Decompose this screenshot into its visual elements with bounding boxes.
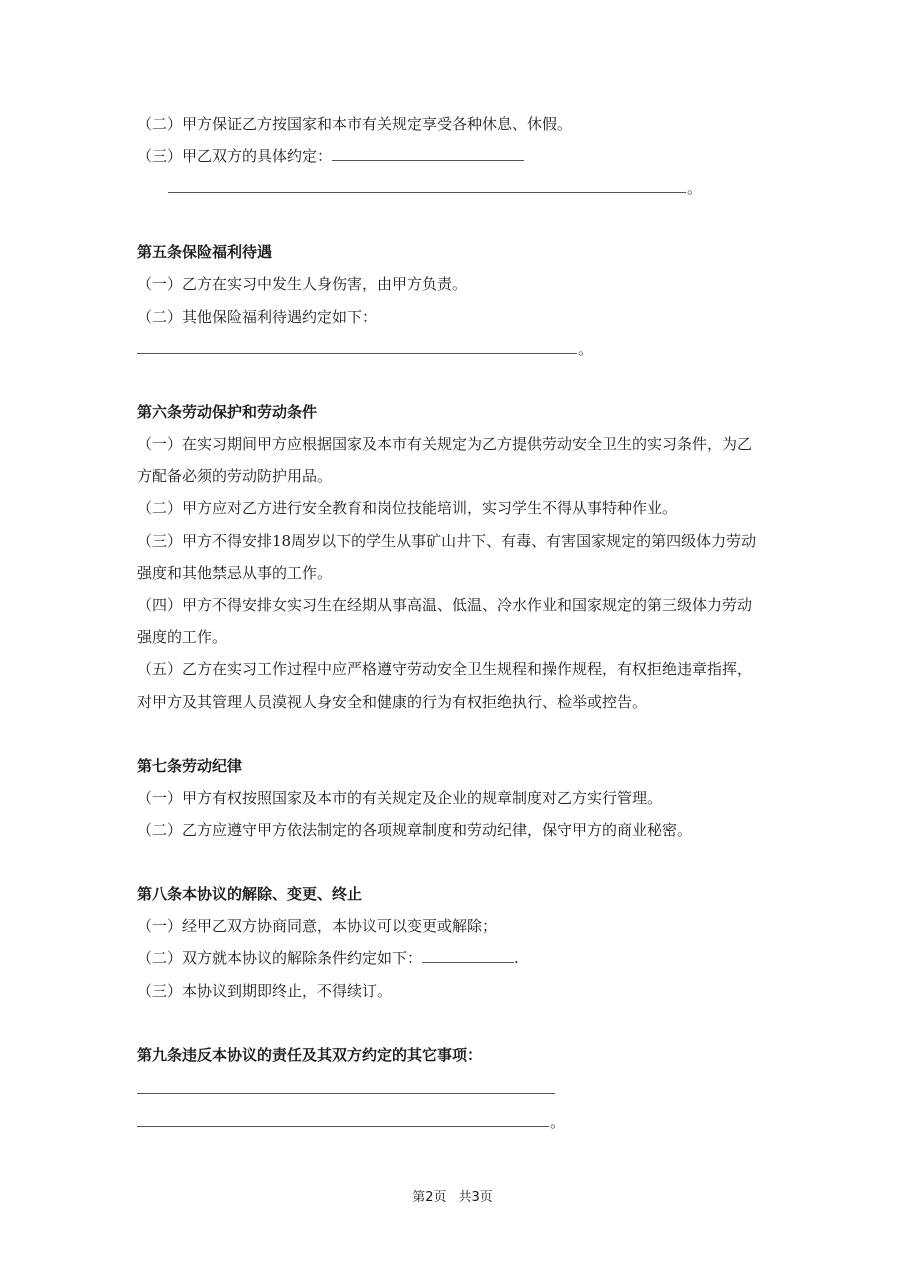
section7-item2: （二）乙方应遵守甲方依法制定的各项规章制度和劳动纪律，保守甲方的商业秘密。 [137,821,693,839]
section4-item2: （二）甲方保证乙方按国家和本市有关规定享受各种休息、休假。 [137,115,573,133]
section6-item3-line1: （三）甲方不得安排18周岁以下的学生从事矿山井下、有毒、有害国家规定的第四级体力劳动 [137,532,757,550]
section6-item5-line2: 对甲方及其管理人员漠视人身安全和健康的行为有权拒绝执行、检举或控告。 [137,693,648,711]
fill-blank-line [137,353,577,354]
section6-item4-line1: （四）甲方不得安排女实习生在经期从事高温、低温、冷水作业和国家规定的第三级体力劳动 [137,596,753,614]
section8-item2 [137,948,519,968]
section6-item1-line1: （一）在实习期间甲方应根据国家及本市有关规定为乙方提供劳动安全卫生的实习条件，为乙 [137,435,753,453]
section4-item3-label: （三）甲乙双方的具体约定： [137,147,333,165]
section8-item2-label: （二）双方就本协议的解除条件约定如下： [137,949,423,967]
section7-title: 第七条劳动纪律 [137,757,243,775]
section6-title: 第六条劳动保护和劳动条件 [137,403,318,421]
section5-item2-end: 。 [578,340,594,358]
section9-end: 。 [550,1113,566,1131]
section5-title: 第五条保险福利待遇 [137,243,273,261]
section6-item3-line2: 强度和其他禁忌从事的工作。 [137,564,333,582]
page-total: 共3页 [458,1190,493,1205]
section8-item1: （一）经甲乙双方协商同意，本协议可以变更或解除； [137,917,498,935]
section8-item2-end: . [514,949,519,967]
fill-blank-line [137,1126,549,1127]
page-footer [0,1186,905,1205]
section5-item2: （二）其他保险福利待遇约定如下： [137,308,378,326]
section6-item4-line2: 强度的工作。 [137,628,228,646]
section8-title: 第八条本协议的解除、变更、终止 [137,885,363,903]
fill-blank-line [137,1093,555,1094]
section9-title: 第九条违反本协议的责任及其双方约定的其它事项： [137,1046,483,1064]
section6-item1-line2: 方配备必须的劳动防护用品。 [137,467,333,485]
section6-item2: （二）甲方应对乙方进行安全教育和岗位技能培训，实习学生不得从事特种作业。 [137,499,678,517]
fill-blank [422,948,514,963]
section6-item5-line1: （五）乙方在实习工作过程中应严格遵守劳动安全卫生规程和操作规程，有权拒绝违章指挥， [137,660,753,678]
section4-item3-end: 。 [687,179,703,197]
page-number: 第2页 [412,1190,447,1205]
section5-item1: （一）乙方在实习中发生人身伤害，由甲方负责。 [137,275,468,293]
section8-item3: （三）本协议到期即终止，不得续订。 [137,982,393,1000]
section7-item1: （一）甲方有权按照国家及本市的有关规定及企业的规章制度对乙方实行管理。 [137,789,663,807]
section4-item3 [137,146,524,166]
fill-blank-line [168,192,686,193]
fill-blank [332,146,524,161]
